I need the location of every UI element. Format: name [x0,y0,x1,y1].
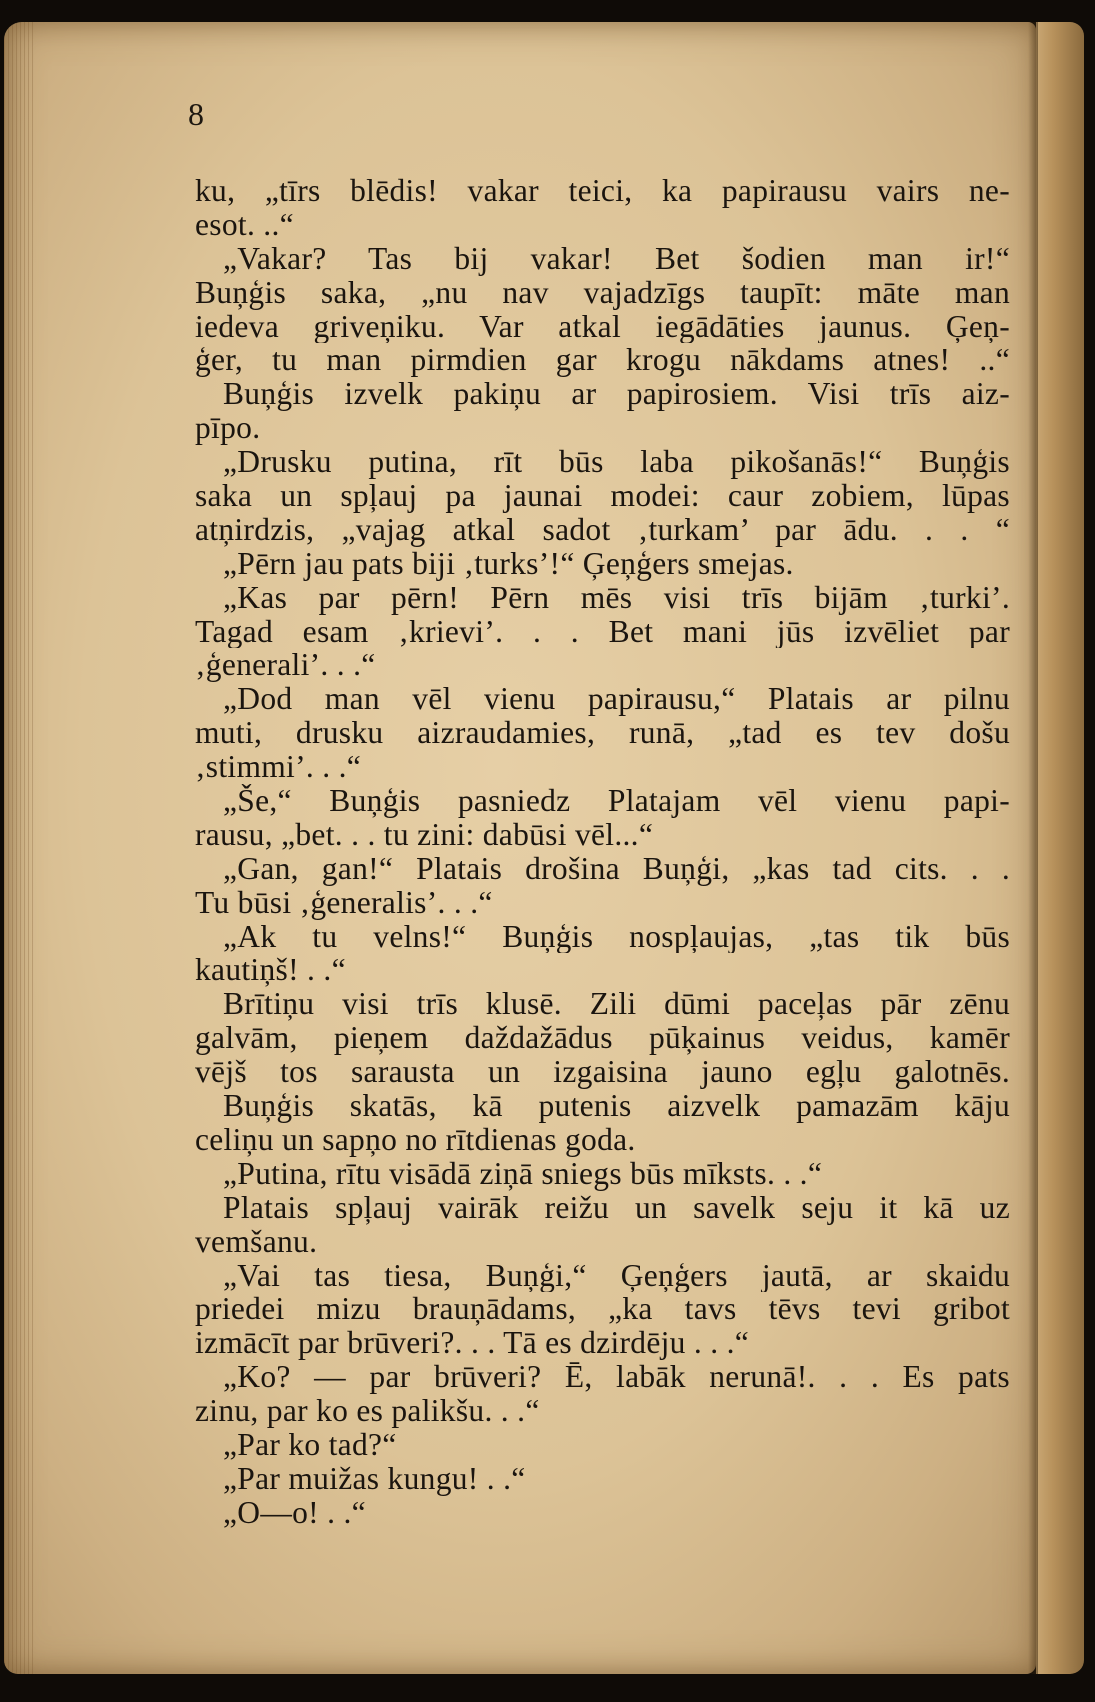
text-line: „Par ko tad?“ [223,1427,397,1462]
text-line: „Gan, gan!“ Platais drošina Buņģi, „kas tad cits. . . [223,851,1010,886]
text-line: muti, drusku aizraudamies, runā, „tad es tev došu [195,716,1010,751]
text-line: atņirdzis, „vajag atkal sadot ‚turkam’ par ādu. . . “ [195,512,1010,547]
text-line: „Vai tas tiesa, Buņģi,“ Ģeņģers jautā, ar skaidu [223,1258,1010,1293]
text-line: ‚ģenerali’. . .“ [195,648,376,683]
text-line: „Pērn jau pats biji ‚turks’!“ Ģeņģers smejas. [223,546,794,581]
text-line: ģer, tu man pirmdien gar krogu nākdams atnes! ..“ [195,343,1010,378]
text-line: esot. ..“ [195,207,294,242]
book-cover-edge [1036,22,1084,1674]
text-line: „Putina, rītu visādā ziņā sniegs būs mīksts. . .“ [223,1156,823,1191]
text-line: Tagad esam ‚krievi’. . . Bet mani jūs izvēliet par [195,614,1010,649]
text-line: „Dod man vēl vienu papirausu,“ Platais ar pilnu [223,682,1010,717]
text-line: iedeva griveņiku. Var atkal iegādāties jaunus. Ģeņ- [195,309,1010,344]
text-line: „Ak tu velns!“ Buņģis nospļaujas, „tas tik būs [223,919,1010,954]
text-line: „Vakar? Tas bij vakar! Bet šodien man ir!“ [223,241,1010,276]
text-line: vemšanu. [195,1224,318,1259]
text-line: „O—o! . .“ [223,1495,366,1530]
text-line: vējš tos sarausta un izgaisina jauno egļu galotnēs. [195,1055,1010,1090]
text-line: celiņu un sapņo no rītdienas goda. [195,1122,636,1157]
text-line: galvām, pieņem daždažādus pūķainus veidus, kamēr [195,1021,1010,1056]
text-line: Buņģis saka, „nu nav vajadzīgs taupīt: māte man [195,275,1010,310]
text-line: saka un spļauj pa jaunai modei: caur zobiem, lūpas [195,479,1010,513]
text-line: „Še,“ Buņģis pasniedz Platajam vēl vienu papi- [223,784,1010,818]
page-stack-edges [4,22,34,1674]
text-line: pīpo. [195,411,261,446]
text-line: Buņģis skatās, kā putenis aizvelk pamazām kāju [223,1089,1010,1123]
text-line: ku, „tīrs blēdis! vakar teici, ka papirausu vairs ne- [195,174,1010,208]
text-line: Tu būsi ‚ģeneralis’. . .“ [195,885,493,920]
text-line: „Par muižas kungu! . .“ [223,1461,526,1496]
text-line: izmācīt par brūveri?. . . Tā es dzirdēju . . .“ [195,1326,750,1361]
text-line: zinu, par ko es palikšu. . .“ [195,1394,540,1428]
text-line: priedei mizu brauņādams, „ka tavs tēvs tevi gribot [195,1292,1010,1327]
text-line: Brītiņu visi trīs klusē. Zili dūmi paceļas pār zēnu [223,987,1010,1022]
text-line: Buņģis izvelk pakiņu ar papirosiem. Visi trīs aiz- [223,377,1010,412]
page-number: 8 [188,96,204,132]
text-line: rausu, „bet. . . tu zini: dabūsi vēl...“ [195,817,654,852]
text-line: „Drusku putina, rīt būs laba pikošanās!“ Buņģis [223,445,1010,480]
text-line: Platais spļauj vairāk reižu un savelk seju it kā uz [223,1190,1010,1225]
text-line: kautiņš! . .“ [195,953,346,988]
text-line: ‚stimmi’. . .“ [195,750,362,785]
text-line: „Kas par pērn! Pērn mēs visi trīs bijām ‚turki’. [223,580,1010,615]
page-gutter-shadow [1028,22,1038,1674]
page-body-text [195,174,1010,1530]
text-line: „Ko? — par brūveri? Ē, labāk nerunā!. . . Es pats [223,1360,1010,1395]
